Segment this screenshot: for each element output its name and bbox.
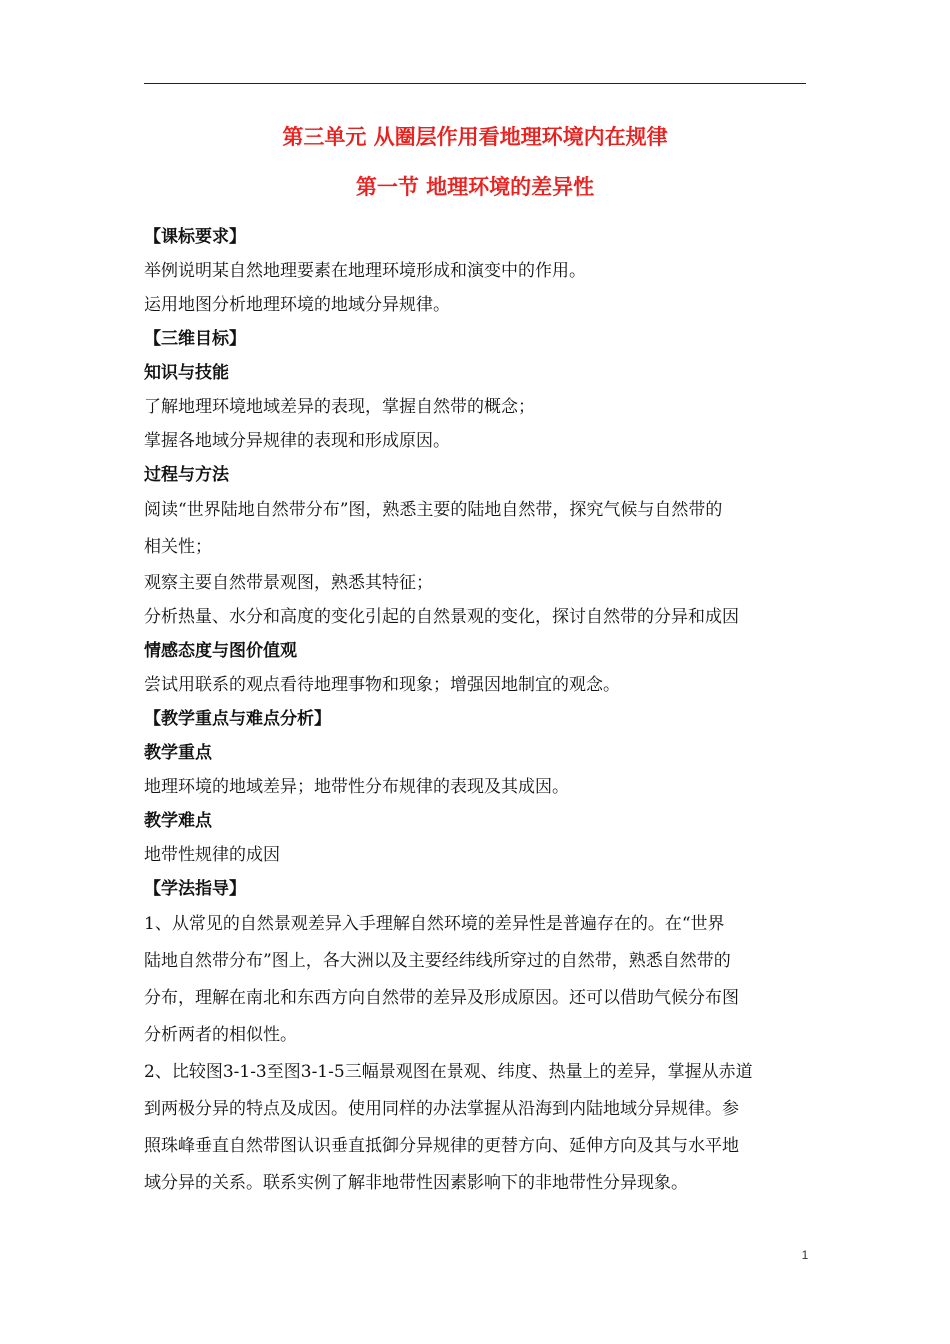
xuefa-p2-line: 照珠峰垂直自然带图认识垂直抵御分异规律的更替方向、延伸方向及其与水平地 [144, 1136, 739, 1156]
xuefa-p1-line: 陆地自然带分布”图上，各大洲以及主要经纬线所穿过的自然带，熟悉自然带的 [144, 951, 731, 971]
guocheng-line: 观察主要自然带景观图，熟悉其特征； [144, 573, 433, 593]
document-body [144, 220, 808, 1202]
nandian-line: 地带性规律的成因 [144, 845, 280, 865]
subheading-nandian: 教学难点 [144, 811, 212, 831]
zhongdian-line: 地理环境的地域差异；地带性分布规律的表现及其成因。 [144, 777, 569, 797]
subheading-zhishi: 知识与技能 [144, 363, 229, 383]
guocheng-line: 分析热量、水分和高度的变化引起的自然景观的变化，探讨自然带的分异和成因 [144, 607, 739, 627]
kebiao-line: 举例说明某自然地理要素在地理环境形成和演变中的作用。 [144, 261, 586, 281]
guocheng-line: 相关性； [144, 537, 212, 557]
section-title: 第一节 地理环境的差异性 [355, 175, 595, 199]
xuefa-p1-line: 分析两者的相似性。 [144, 1025, 297, 1045]
xuefa-p1-line: 分布，理解在南北和东西方向自然带的差异及形成原因。还可以借助气候分布图 [144, 988, 739, 1008]
qinggan-line: 尝试用联系的观点看待地理事物和现象；增强因地制宜的观念。 [144, 675, 620, 695]
guocheng-line: 阅读“世界陆地自然带分布”图，熟悉主要的陆地自然带，探究气候与自然带的 [144, 500, 723, 520]
zhishi-line: 掌握各地域分异规律的表现和形成原因。 [144, 431, 450, 451]
heading-zhongdian: 【教学重点与难点分析】 [144, 709, 331, 729]
unit-title: 第三单元 从圈层作用看地理环境内在规律 [282, 125, 668, 149]
subheading-zhongdian: 教学重点 [144, 743, 212, 763]
heading-sanwei: 【三维目标】 [144, 329, 246, 349]
xuefa-p2-line: 到两极分异的特点及成因。使用同样的办法掌握从沿海到内陆地域分异规律。参 [144, 1099, 739, 1119]
subheading-qinggan: 情感态度与图价值观 [144, 641, 297, 661]
xuefa-p2-line: 域分异的关系。联系实例了解非地带性因素影响下的非地带性分异现象。 [144, 1173, 688, 1193]
xuefa-p1-line: 1、从常见的自然景观差异入手理解自然环境的差异性是普遍存在的。在“世界 [144, 914, 725, 934]
kebiao-line: 运用地图分析地理环境的地域分异规律。 [144, 295, 450, 315]
page-number: 1 [801, 1248, 809, 1262]
zhishi-line: 了解地理环境地域差异的表现，掌握自然带的概念； [144, 397, 535, 417]
xuefa-p2-line: 2、比较图3-1-3至图3-1-5三幅景观图在景观、纬度、热量上的差异，掌握从赤道 [144, 1062, 753, 1082]
subheading-guocheng: 过程与方法 [144, 465, 229, 485]
heading-kebiao: 【课标要求】 [144, 227, 246, 247]
header-rule [144, 83, 806, 84]
heading-xuefa: 【学法指导】 [144, 879, 246, 899]
